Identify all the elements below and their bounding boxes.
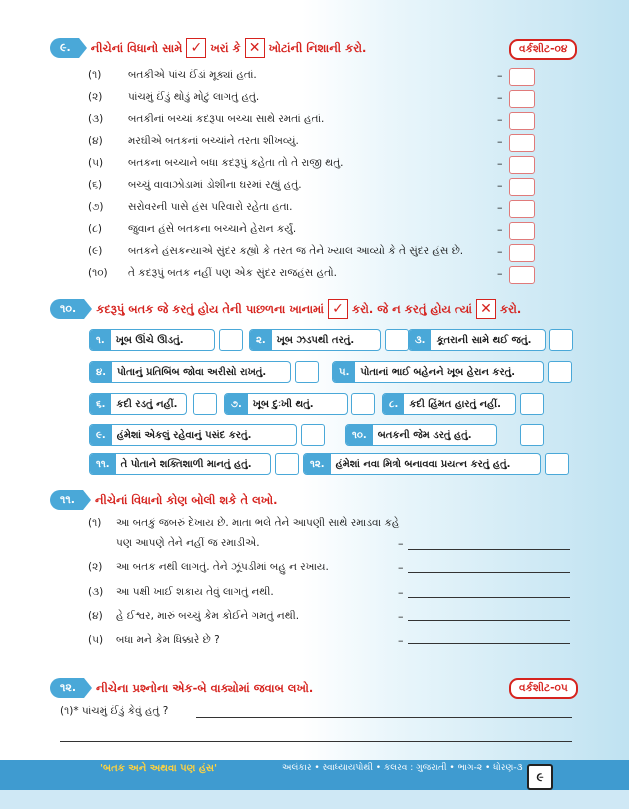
q9-answer-box-2[interactable] [509,90,535,108]
q9-text-b: ખરાં કે [210,40,241,55]
q10-answer-box-8[interactable] [520,393,544,415]
q9-item-2: (૨) પાંચમું ઈંડું થોડું મોટું લાગતું હતું. [88,91,260,103]
q9-dash: – [497,223,503,236]
footer-wave [0,790,629,809]
q10-item-7: ૭. ખૂબ દુઃખી થતું. [224,393,348,415]
q10-text-c: કરો. [499,301,522,316]
q10-number: ૧૦. [50,299,84,319]
q11-item-1-cont: પણ આપણે તેને નહીં જ રમાડીએ. [116,537,260,549]
q9-answer-box-9[interactable] [509,244,535,262]
q9-text-a: નીચેનાં વિધાનો સામે [90,40,183,55]
q12-answer-line-1[interactable] [196,717,572,718]
q10-item-4: ૪. પોતાનું પ્રતિબિંબ જોવા અરીસો રાખતું. [89,361,291,383]
q9-header [50,36,366,60]
q9-dash: – [497,69,503,82]
q11-arrow-icon [83,490,91,510]
q10-item-9: ૯. હંમેશાં એકલું રહેવાનું પસંદ કરતું. [89,424,297,446]
q10-arrow-icon [84,299,92,319]
q9-answer-box-7[interactable] [509,200,535,218]
q9-item-7: (૭) સરોવરની પાસે હંસ પરિવારો રહેતા હતા. [88,201,293,213]
q11-item-1: (૧) આ બતકું જબરું દેખાય છે. માતા ભલે તેને આપણી સાથે રમાડવા કહે [88,517,400,529]
answer-line-4[interactable] [408,620,570,621]
q10-item-10: ૧૦. બતકની જેમ ડરતું હતું. [345,424,497,446]
q10-item-12: ૧૨. હંમેશાં નવા મિત્રો બનાવવા પ્રયત્ન કરતું હતું. [303,453,541,475]
q10-answer-box-1[interactable] [219,329,243,351]
answer-line-5[interactable] [408,643,570,644]
q10-answer-box-9[interactable] [301,424,325,446]
q10-item-8: ૮. કદી હિંમત હારતું નહીં. [382,393,516,415]
q9-answer-box-4[interactable] [509,134,535,152]
worksheet-badge-04: વર્કશીટ-૦૪ [509,39,577,60]
q9-arrow-icon [79,38,87,58]
q10-item-1: ૧. ખૂબ ઊંચે ઊડતું. [89,329,215,351]
q9-dash: – [497,267,503,280]
q10-answer-box-3[interactable] [549,329,573,351]
q10-item-5: ૫. પોતાનાં ભાઈ બહેનને ખૂબ હેરાન કરતું. [332,361,544,383]
q9-answer-box-6[interactable] [509,178,535,196]
answer-line-3[interactable] [408,597,570,598]
worksheet-page: ૯. નીચેનાં વિધાનો સામે ✓ ખરાં કે ✕ ખોટાંની નિશાની કરો. વર્કશીટ-૦૪ (૧) બતકીએ પાંચ ઈંડાં મૂક્યાં હતાં. – (૨) પાંચમું ઈંડું થોડું મોટું લાગતું હતું. – (૩) બતકીનાં બચ્ચાં કદરૂપા બચ્ચા સાથે રમતાં હતાં. – (૪) મરઘીએ બતકનાં બચ્ચાંને તરતા શીખવ્યું. – (૫) બતકના બચ્ચાને બધા કદરૂપું કહેતા તો તે રાજી થતું. – (૬) બચ્ચું વાવાઝોડામાં ડોશીના ઘરમાં રહ્યું હતું. – (૭) સરોવરની પાસે હંસ પરિવારો રહેતા હતા. – (૮) જુવાન હંસે બતકના બચ્ચાને હેરાન કર્યું. – (૯) બતકને હંસકન્યાએ સુંદર કહ્યો કે તરત જ તેને ખ્યાલ આવ્યો કે તે સુંદર હંસ છે. – (૧૦) તે કદરૂપું બતક નહીં પણ એક સુંદર રાજહંસ હતો. – ૧૦. કદરૂપું બતક જે કરતું હોય તેની પાછળના ખાનામાં ✓ કરો. જે ન કરતું હોય ત્યાં ✕ કરો. ૧. ખૂબ ઊંચે ઊડતું. ૨. ખૂબ ઝડપથી તરતું. ૩. કૂતરાની સામે થઈ જતું. ૪. પોતાનું પ્રતિબિંબ જોવા અરીસો રાખતું. ૫. પોતાનાં ભાઈ બહેનને ખૂબ હેરાન કરતું. ૬. કદી રડતું નહીં. ૭. ખૂબ દુઃખી થતું. ૮. કદી હિંમત હારતું નહીં. ૯. હંમેશાં એકલું રહેવાનું પસંદ કરતું. ૧૦. બતકની જેમ ડરતું હતું. ૧૧. તે પોતાને શક્તિશાળી માનતું હતું. ૧૨. હંમેશાં નવા મિત્રો બનાવવા પ્રયત્ન કરતું હતું. ૧૧. નીચેનાં વિધાનો કોણ બોલી શકે તે લખો. (૧) આ બતકું જબરું દેખાય છે. માતા ભલે તેને આપણી સાથે રમાડવા કહે પણ આપણે તેને નહીં જ રમાડીએ. – (૨) આ બતક નથી લાગતું. તેને ઝૂંપડીમાં બહુ ન રખાય. – (૩) આ પક્ષી ખાઈ શકાય તેવું લાગતું નથી. – (૪) હે ઈશ્વર, મારું બચ્ચું કેમ કોઈને ગમતું નથી. – (૫) બધા મને કેમ ધિક્કારે છે ? – ૧૨. નીચેના પ્રશ્નોના એક-બે વાક્યોમાં જવાબ લખો. વર્કશીટ-૦૫ (૧)* પાંચમું ઈંડું કેવું હતું ? 'બતક અને અથવા પણ હંસ' અલંકાર • સ્વાધ્યાયપોથી • કલરવ : ગુજરાતી • ભાગ-૨ • ધોરણ-૩ ૯ [0,0,629,809]
q9-dash: – [497,91,503,104]
q10-answer-box-11[interactable] [275,453,299,475]
q10-header [50,297,521,321]
tick-icon: ✓ [328,299,348,319]
cross-icon: ✕ [476,299,496,319]
footer-info: અલંકાર • સ્વાધ્યાયપોથી • કલરવ : ગુજરાતી • ભાગ-૨ • ધોરણ-૩ [282,763,523,773]
q10-item-6: ૬. કદી રડતું નહીં. [89,393,187,415]
q10-answer-box-6[interactable] [193,393,217,415]
q12-header [50,676,313,700]
q11-item-3: (૩) આ પક્ષી ખાઈ શકાય તેવું લાગતું નથી. [88,586,274,598]
page-number: ૯ [527,764,553,790]
q10-answer-box-5[interactable] [548,361,572,383]
q10-item-3: ૩. કૂતરાની સામે થઈ જતું. [408,329,546,351]
q9-item-4: (૪) મરઘીએ બતકનાં બચ્ચાંને તરતા શીખવ્યું. [88,135,299,147]
q12-item-1: (૧)* પાંચમું ઈંડું કેવું હતું ? [60,705,169,717]
q9-item-9: (૯) બતકને હંસકન્યાએ સુંદર કહ્યો કે તરત જ તેને ખ્યાલ આવ્યો કે તે સુંદર હંસ છે. [88,245,464,257]
q9-text-c: ખોટાંની નિશાની કરો. [268,40,367,55]
q10-item-2: ૨. ખૂબ ઝડપથી તરતું. [249,329,381,351]
q12-number: ૧૨. [50,678,84,698]
q10-answer-box-2[interactable] [385,329,409,351]
q9-answer-box-5[interactable] [509,156,535,174]
tick-icon: ✓ [186,38,206,58]
q9-dash: – [497,201,503,214]
q9-answer-box-8[interactable] [509,222,535,240]
cross-icon: ✕ [245,38,265,58]
q9-dash: – [497,135,503,148]
q11-item-4: (૪) હે ઈશ્વર, મારું બચ્ચું કેમ કોઈને ગમતું નથી. [88,610,300,622]
q9-number: ૯. [50,38,79,58]
answer-line-2[interactable] [408,572,570,573]
q10-item-11: ૧૧. તે પોતાને શક્તિશાળી માનતું હતું. [89,453,271,475]
q10-answer-box-4[interactable] [295,361,319,383]
q9-dash: – [497,179,503,192]
q9-item-8: (૮) જુવાન હંસે બતકના બચ્ચાને હેરાન કર્યું. [88,223,297,235]
q11-text: નીચેનાં વિધાનો કોણ બોલી શકે તે લખો. [94,492,278,507]
q9-dash: – [497,245,503,258]
answer-line-1[interactable] [408,549,570,550]
q9-item-5: (૫) બતકના બચ્ચાને બધા કદરૂપું કહેતા તો તે રાજી થતું. [88,157,344,169]
q10-text-a: કદરૂપું બતક જે કરતું હોય તેની પાછળના ખાનામાં [96,301,324,316]
q11-item-2: (૨) આ બતક નથી લાગતું. તેને ઝૂંપડીમાં બહુ ન રખાય. [88,561,329,573]
q12-answer-line-2[interactable] [60,741,572,742]
q9-answer-box-10[interactable] [509,266,535,284]
q9-answer-box-1[interactable] [509,68,535,86]
q9-answer-box-3[interactable] [509,112,535,130]
q10-answer-box-10[interactable] [520,424,544,446]
worksheet-badge-05: વર્કશીટ-૦૫ [509,678,578,699]
q11-header [50,488,277,512]
q10-answer-box-7[interactable] [351,393,375,415]
q10-answer-box-12[interactable] [545,453,569,475]
q12-text: નીચેના પ્રશ્નોના એક-બે વાક્યોમાં જવાબ લખો. [96,680,314,695]
q9-item-10: (૧૦) તે કદરૂપું બતક નહીં પણ એક સુંદર રાજહંસ હતો. [88,267,338,279]
q9-item-6: (૬) બચ્ચું વાવાઝોડામાં ડોશીના ઘરમાં રહ્યું હતું. [88,179,302,191]
q10-text-b: કરો. જે ન કરતું હોય ત્યાં [351,301,472,316]
q11-item-5: (૫) બધા મને કેમ ધિક્કારે છે ? [88,634,220,646]
q11-number: ૧૧. [50,490,83,510]
q9-item-3: (૩) બતકીનાં બચ્ચાં કદરૂપા બચ્ચા સાથે રમતાં હતાં. [88,113,325,125]
footer-title: 'બતક અને અથવા પણ હંસ' [100,763,218,774]
q9-dash: – [497,157,503,170]
q12-arrow-icon [84,678,92,698]
q9-item-1: (૧) બતકીએ પાંચ ઈંડાં મૂક્યાં હતાં. [88,69,257,81]
q9-dash: – [497,113,503,126]
